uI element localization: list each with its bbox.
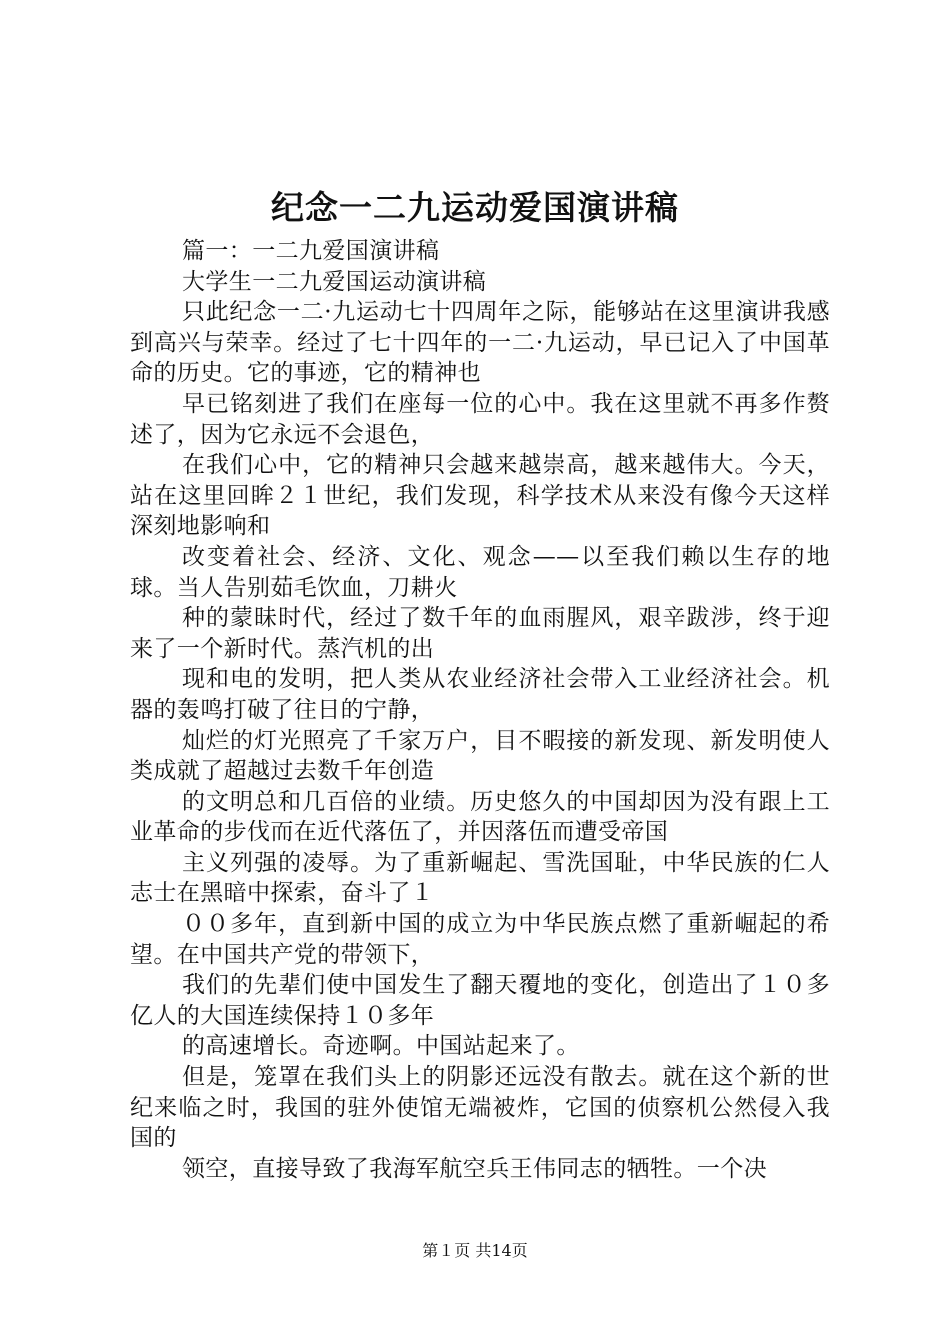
paragraph: 的高速增长。奇迹啊。中国站起来了。 — [182, 1033, 580, 1060]
paragraph: 篇一：一二九爱国演讲稿 — [182, 238, 440, 264]
document-body — [130, 236, 830, 1184]
paragraph: 灿烂的灯光照亮了千家万户，目不暇接的新发现、新发明使人类成就了超越过去数千年创造 — [130, 727, 830, 785]
paragraph: 主义列强的凌辱。为了重新崛起、雪洗国耻，中华民族的仁人志士在黑暗中探索，奋斗了１ — [130, 849, 830, 907]
paragraph: 的文明总和几百倍的业绩。历史悠久的中国却因为没有跟上工业革命的步伐而在近代落伍了，并因落伍而遭受帝国 — [130, 788, 830, 846]
document-title: 纪念一二九运动爱国演讲稿 — [271, 188, 679, 227]
paragraph: 但是，笼罩在我们头上的阴影还远没有散去。就在这个新的世纪来临之时，我国的驻外使馆无端被炸，它国的侦察机公然侵入我国的 — [130, 1064, 830, 1152]
paragraph: 只此纪念一二·九运动七十四周年之际，能够站在这里演讲我感到高兴与荣幸。经过了七十四年的一二·九运动，早已记入了中国革命的历史。它的事迹，它的精神也 — [130, 299, 830, 387]
paragraph: 我们的先辈们使中国发生了翻天覆地的变化，创造出了１０多亿人的大国连续保持１０多年 — [130, 972, 830, 1029]
paragraph: 大学生一二九爱国运动演讲稿 — [182, 268, 487, 295]
paragraph: 现和电的发明，把人类从农业经济社会带入工业经济社会。机器的轰鸣打破了往日的宁静， — [130, 666, 830, 723]
paragraph: 领空，直接导致了我海军航空兵王伟同志的牺牲。一个决 — [182, 1155, 767, 1182]
paragraph: 早已铭刻进了我们在座每一位的心中。我在这里就不再多作赘述了，因为它永远不会退色， — [130, 390, 830, 448]
paragraph: 在我们心中，它的精神只会越来越崇高，越来越伟大。今天，站在这里回眸２１世纪，我们发现，科学技术从来没有像今天这样深刻地影响和 — [130, 452, 830, 540]
page-number-footer: 第１页 共14页 — [422, 1241, 528, 1260]
paragraph: 种的蒙昧时代，经过了数千年的血雨腥风，艰辛跋涉，终于迎来了一个新时代。蒸汽机的出 — [130, 605, 830, 662]
paragraph: ００多年，直到新中国的成立为中华民族点燃了重新崛起的希望。在中国共产党的带领下， — [130, 911, 830, 968]
paragraph: 改变着社会、经济、文化、观念——以至我们赖以生存的地球。当人告别茹毛饮血，刀耕火 — [130, 543, 830, 601]
